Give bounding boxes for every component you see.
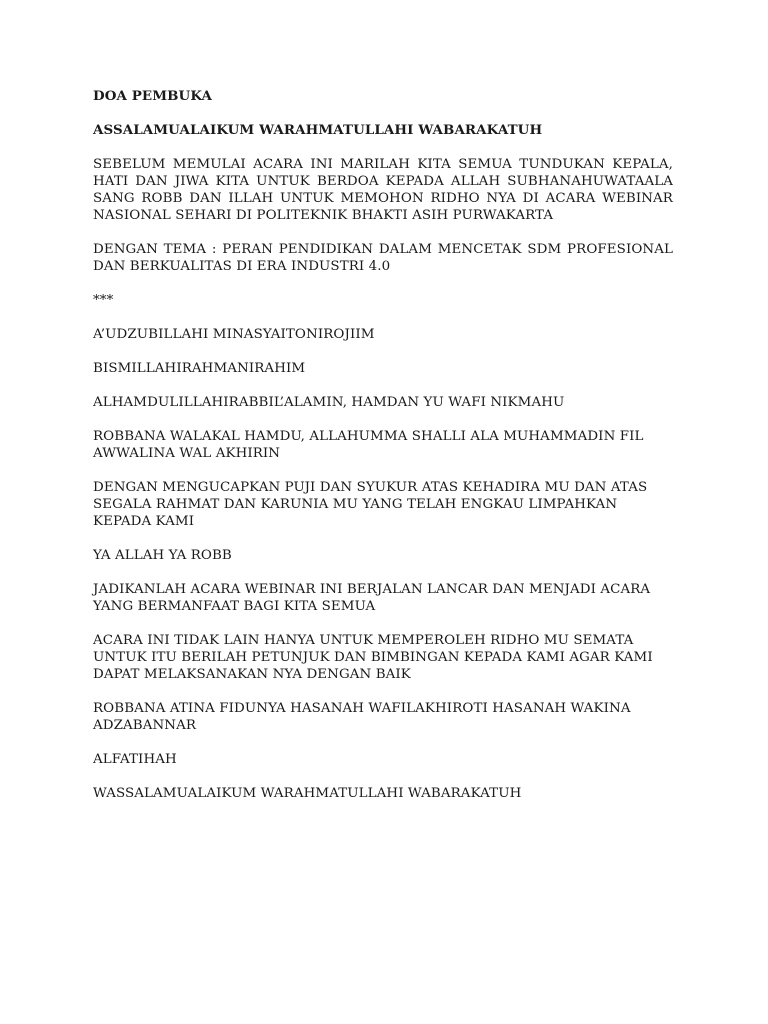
intro-paragraph: SEBELUM MEMULAI ACARA INI MARILAH KITA SEMUA TUNDUKAN KEPALA, HATI DAN JIWA KITA UNTUK BERDOA KEPADA ALLAH SUBHANAHUWATAALA SANG ROBB DAN ILLAH UNTUK MEMOHON RIDHO NYA DI ACARA WEBINAR NASIONAL SEHARI DI POLITEKNIK BHAKTI ASIH PURWAKARTA — [93, 157, 673, 223]
theme-paragraph: DENGAN TEMA : PERAN PENDIDIKAN DALAM MENCETAK SDM PROFESIONAL DAN BERKUALITAS DI ERA INDUSTRI 4.0 — [93, 242, 673, 274]
prayer-line: ALHAMDULILLAHIRABBIL’ALAMIN, HAMDAN YU WAFI NIKMAHU — [93, 395, 565, 410]
prayer-line: A’UDZUBILLAHI MINASYAITONIROJIIM — [93, 327, 375, 342]
prayer-line: BISMILLAHIRAHMANIRAHIM — [93, 361, 306, 376]
prayer-line: ROBBANA WALAKAL HAMDU, ALLAHUMMA SHALLI ALA MUHAMMADIN FIL AWWALINA WAL AKHIRIN — [93, 429, 644, 461]
section-separator: *** — [93, 293, 114, 308]
prayer-line: ALFATIHAH — [93, 752, 177, 767]
prayer-line: JADIKANLAH ACARA WEBINAR INI BERJALAN LANCAR DAN MENJADI ACARA YANG BERMANFAAT BAGI KITA SEMUA — [93, 582, 651, 614]
prayer-line: ACARA INI TIDAK LAIN HANYA UNTUK MEMPEROLEH RIDHO MU SEMATA UNTUK ITU BERILAH PETUNJUK DAN BIMBINGAN KEPADA KAMI AGAR KAMI DAPAT MELAKSANAKAN NYA DENGAN BAIK — [93, 633, 653, 682]
closing-greeting: WASSALAMUALAIKUM WARAHMATULLAHI WABARAKATUH — [93, 786, 522, 801]
prayer-line: DENGAN MENGUCAPKAN PUJI DAN SYUKUR ATAS KEHADIRA MU DAN ATAS SEGALA RAHMAT DAN KARUNIA MU YANG TELAH ENGKAU LIMPAHKAN KEPADA KAMI — [93, 480, 648, 529]
document-page — [93, 88, 673, 819]
prayer-line: ROBBANA ATINA FIDUNYA HASANAH WAFILAKHIROTI HASANAH WAKINA ADZABANNAR — [93, 701, 631, 733]
prayer-line: YA ALLAH YA ROBB — [93, 548, 232, 563]
opening-greeting: ASSALAMUALAIKUM WARAHMATULLAHI WABARAKATUH — [93, 122, 543, 138]
document-title: DOA PEMBUKA — [93, 88, 213, 104]
